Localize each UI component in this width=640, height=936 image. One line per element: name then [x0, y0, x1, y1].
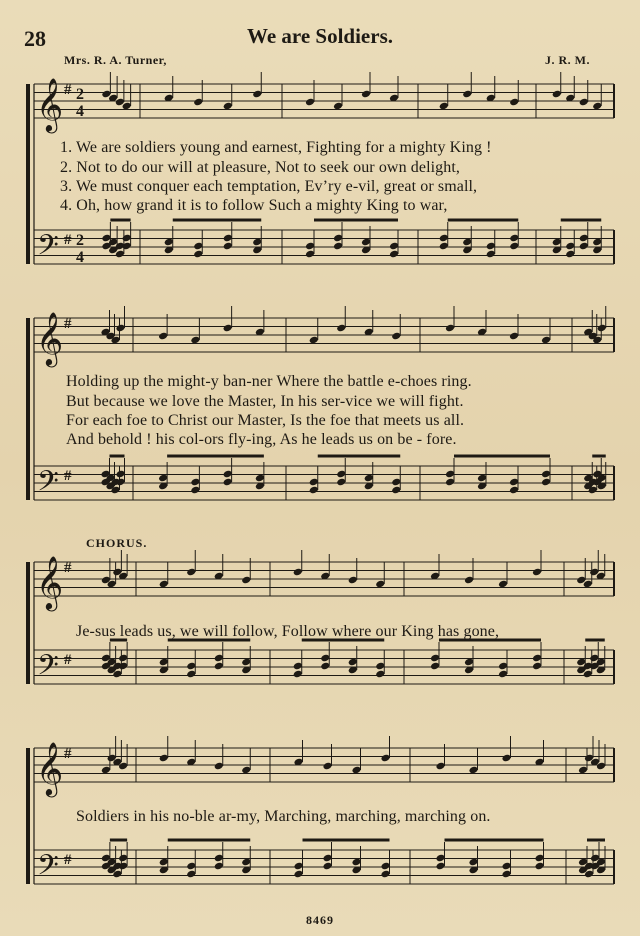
bass-time-signature-top: 2 [76, 232, 84, 249]
treble-time-signature-top: 2 [76, 86, 84, 103]
verse-4-line-1: 4. Oh, how grand it is to follow Such a mighty King to war, [60, 197, 448, 214]
verse-1-line-2: Holding up the might-y ban-ner Where the battle e-choes ring. [66, 373, 472, 390]
chorus-line-1: Je-sus leads us, we will follow, Follow where our King has gone, [76, 623, 500, 640]
treble-time-signature-bottom: 4 [76, 103, 84, 120]
system-2-brace [26, 318, 30, 500]
verse-2-line-1: 2. Not to do our will at pleasure, Not to seek our own delight, [60, 159, 461, 176]
hymn-title: We are Soldiers. [246, 24, 393, 48]
system-4-treble-clef-icon: 𝄞 [36, 741, 64, 795]
verse-1-line-1: 1. We are soldiers young and earnest, Fighting for a mighty King ! [60, 139, 492, 156]
verse-2-line-2: But because we love the Master, In his ser-vice we will fight. [66, 393, 464, 410]
system-1-bass-sharp-icon: # [64, 232, 72, 248]
system-2-treble-sharp-icon: # [64, 316, 72, 332]
system-3-brace [26, 562, 30, 684]
system-1-bass-clef-icon: 𝄢 [37, 229, 59, 269]
system-2-bass-clef-icon: 𝄢 [37, 465, 59, 505]
system-4-bass-clef-icon: 𝄢 [37, 849, 59, 889]
composer-credit: J. R. M. [545, 53, 590, 67]
system-4-brace [26, 748, 30, 884]
plate-number: 8469 [306, 913, 334, 927]
system-4-bass-sharp-icon: # [64, 852, 72, 868]
page-number: 28 [24, 26, 46, 51]
system-3-bass-clef-icon: 𝄢 [37, 649, 59, 689]
system-1-treble-clef-icon: 𝄞 [36, 77, 64, 131]
system-3-treble-sharp-icon: # [64, 560, 72, 576]
system-4-treble-sharp-icon: # [64, 746, 72, 762]
verse-3-line-1: 3. We must conquer each temptation, Ev’ry e-vil, great or small, [60, 178, 478, 195]
system-3-bass-sharp-icon: # [64, 652, 72, 668]
system-3-treble-clef-icon: 𝄞 [36, 555, 64, 609]
system-2-bass-sharp-icon: # [64, 468, 72, 484]
lyricist-credit: Mrs. R. A. Turner, [64, 53, 167, 67]
bass-time-signature-bottom: 4 [76, 249, 84, 266]
system-1-treble-sharp-icon: # [64, 82, 72, 98]
system-2-treble-clef-icon: 𝄞 [36, 311, 64, 365]
chorus-label: CHORUS. [86, 536, 148, 550]
verse-4-line-2: And behold ! his col-ors fly-ing, As he leads us on be - fore. [66, 431, 457, 448]
verse-3-line-2: For each foe to Christ our Master, Is the foe that meets us all. [66, 412, 465, 429]
system-1-brace [26, 84, 30, 264]
chorus-line-2: Soldiers in his no-ble ar-my, Marching, marching, marching on. [76, 808, 491, 825]
